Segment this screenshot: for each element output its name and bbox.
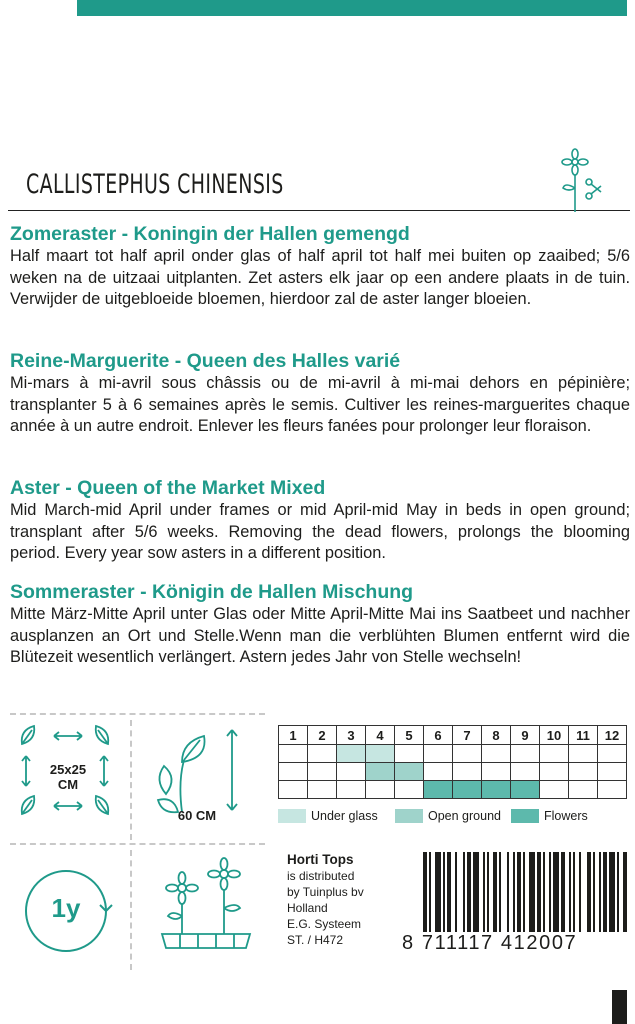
section-title: Aster - Queen of the Market Mixed	[10, 477, 326, 499]
barcode-bar	[447, 852, 451, 932]
barcode-bar	[455, 852, 457, 932]
month-header: 4	[366, 726, 395, 745]
legend-swatch	[511, 809, 539, 823]
legend-swatch	[395, 809, 423, 823]
month-header: 8	[482, 726, 511, 745]
section-title: Sommeraster - Königin de Hallen Mischung	[10, 581, 414, 603]
divider	[10, 843, 265, 845]
print-mark	[612, 990, 627, 1024]
month-header: 6	[424, 726, 453, 745]
distributor-line: ST. / H472	[287, 933, 344, 947]
divider	[130, 720, 132, 840]
height-label: 60 CM	[177, 808, 217, 823]
legend-swatch	[278, 809, 306, 823]
calendar-row-open-ground	[279, 763, 627, 781]
distributor-line: Holland	[287, 901, 328, 915]
barcode-bar	[599, 852, 601, 932]
month-header: 11	[569, 726, 598, 745]
section-english	[10, 477, 630, 565]
flower-scissors-icon	[555, 148, 605, 216]
calendar-row-flowers	[279, 781, 627, 799]
barcode-bar	[569, 852, 571, 932]
section-title: Zomeraster - Koningin der Hallen gemengd	[10, 223, 410, 245]
barcode-bar	[513, 852, 515, 932]
section-french	[10, 350, 630, 438]
barcode-bar	[507, 852, 509, 932]
barcode-bar	[553, 852, 559, 932]
month-header: 3	[337, 726, 366, 745]
spacing-unit: CM	[57, 777, 79, 792]
distributor-line: E.G. Systeem	[287, 917, 362, 931]
barcode-bar	[549, 852, 551, 932]
section-dutch	[10, 223, 630, 311]
barcode-bar	[529, 852, 535, 932]
legend-label: Under glass	[311, 809, 378, 823]
latin-name-header	[8, 163, 630, 211]
legend-open-ground	[395, 808, 501, 824]
barcode-bar	[487, 852, 489, 932]
spacing-label	[38, 762, 98, 792]
brand-name: Horti Tops	[287, 852, 354, 867]
barcode-bar	[609, 852, 615, 932]
barcode-bar	[517, 852, 521, 932]
barcode-bar	[423, 852, 427, 932]
barcode-bar	[543, 852, 545, 932]
barcode-bar	[435, 852, 441, 932]
barcode-bar	[463, 852, 465, 932]
month-header: 1	[279, 726, 308, 745]
barcode-bar	[523, 852, 525, 932]
barcode-bar	[467, 852, 471, 932]
barcode-bar	[429, 852, 431, 932]
section-text: Half maart tot half april onder glas of half april tot half mei buiten op zaaibed; 5/6 weken na de uitzaai uitplanten. Zet asters elk jaar op een andere plaats in de tuin. Verwijder de uitgebloeide bloemen, hierdoor zal de aster langer bloeien.	[10, 247, 630, 308]
barcode-bar	[623, 852, 627, 932]
legend-label: Flowers	[544, 809, 588, 823]
barcode-bar	[499, 852, 501, 932]
section-text: Mid March-mid April under frames or mid April-mid May in beds in open ground; transplant after 5/6 weeks. Removing the dead flowers, prolongs the blooming period. Every year sow asters in a different position.	[10, 501, 630, 562]
barcode-bar	[593, 852, 595, 932]
top-accent-bar	[77, 0, 627, 16]
distributor-info	[287, 852, 397, 948]
distributor-line: is distributed	[287, 869, 355, 883]
section-title: Reine-Marguerite - Queen des Halles varié	[10, 350, 401, 372]
divider	[10, 713, 265, 715]
legend-label: Open ground	[428, 809, 501, 823]
sowing-calendar	[278, 725, 627, 799]
barcode-bar	[603, 852, 607, 932]
section-text: Mitte März-Mitte April unter Glas oder Mitte April-Mitte Mai ins Saatbeet und nachher ausplanzen an Ort und Stelle.Wenn man die verblühten Blumen entfernt wird die Blütezeit wesentlich verlängert. Astern jedes Jahr von Stelle wechseln!	[10, 605, 630, 666]
barcode-bar	[493, 852, 497, 932]
calendar-row-under-glass	[279, 745, 627, 763]
barcode-bar	[579, 852, 581, 932]
seedling-tray-icon	[150, 852, 260, 962]
barcode-bar	[483, 852, 485, 932]
month-header: 2	[308, 726, 337, 745]
barcode-number: 8 711117 412007	[402, 932, 578, 954]
month-header: 10	[540, 726, 569, 745]
barcode-bar	[561, 852, 565, 932]
legend-under-glass	[278, 808, 378, 824]
barcode-bar	[443, 852, 445, 932]
latin-name: CALLISTEPHUS CHINENSIS	[26, 169, 284, 200]
spacing-value: 25x25	[49, 762, 87, 777]
barcode	[423, 852, 629, 932]
barcode-bar	[587, 852, 591, 932]
section-text: Mi-mars à mi-avril sous châssis ou de mi-avril à mi-mai dehors en pépinière; transplanter 5 à 6 semaines après le semis. Cultiver les reines-marguerites chaque année à un autre endroit. Enlever les fleurs fanées pour prolonger leur floraison.	[10, 374, 630, 435]
barcode-bar	[617, 852, 619, 932]
barcode-bar	[473, 852, 479, 932]
month-header: 9	[511, 726, 540, 745]
barcode-bar	[537, 852, 541, 932]
section-german	[10, 581, 630, 669]
annual-label: 1y	[51, 893, 81, 923]
distributor-line: by Tuinplus bv	[287, 885, 364, 899]
month-header: 12	[598, 726, 627, 745]
legend-flowers	[511, 808, 588, 824]
divider	[130, 850, 132, 970]
month-header: 7	[453, 726, 482, 745]
barcode-bar	[573, 852, 575, 932]
month-header: 5	[395, 726, 424, 745]
